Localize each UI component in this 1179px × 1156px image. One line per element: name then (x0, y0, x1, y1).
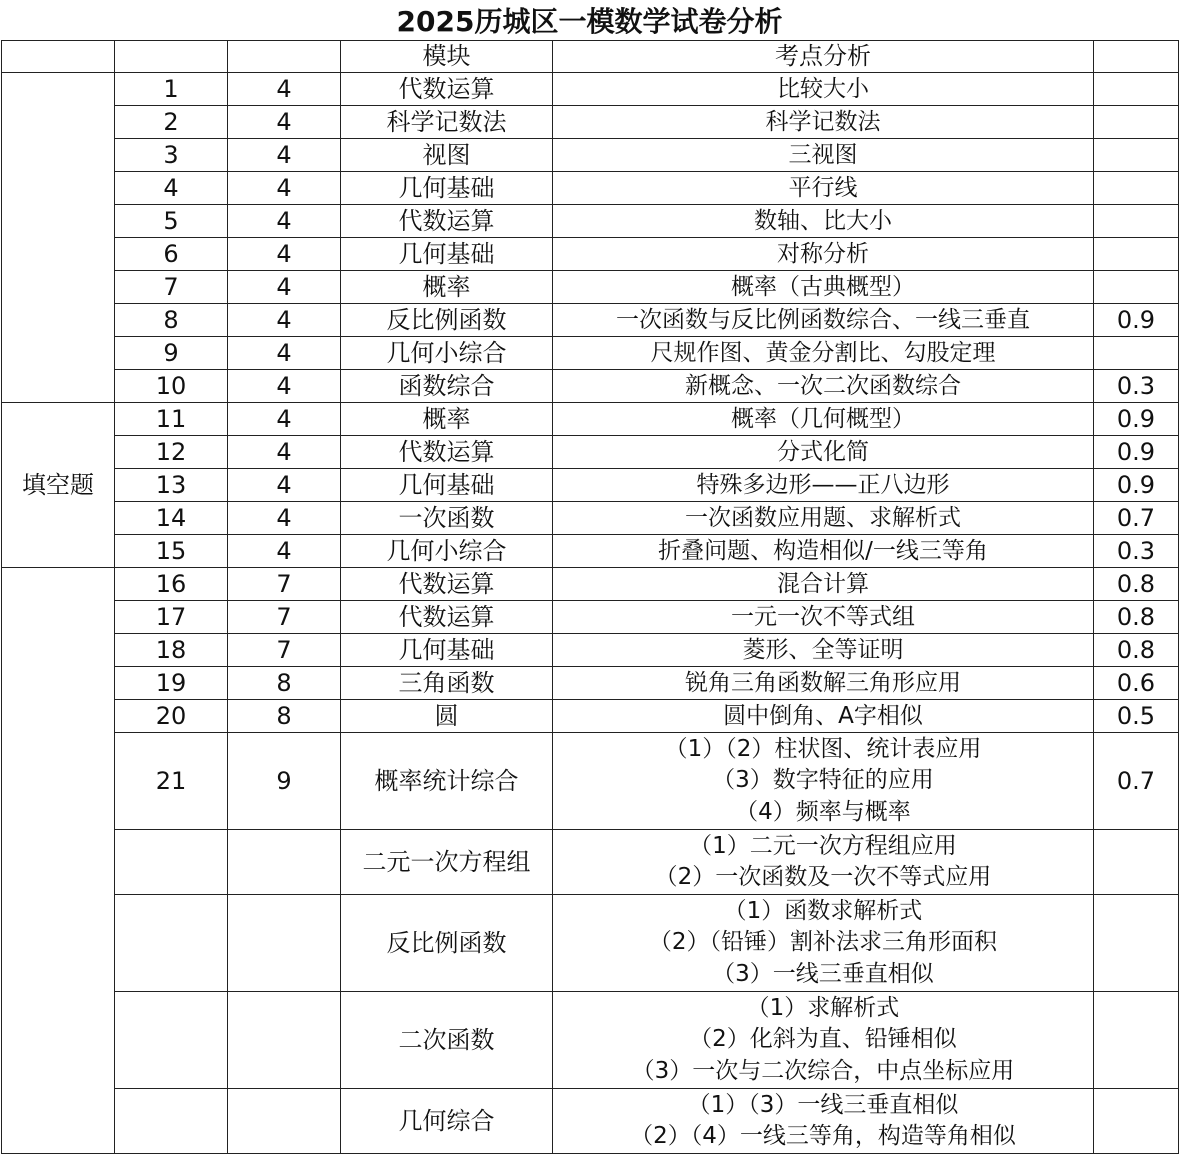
topic-line: 科学记数法 (765, 108, 881, 135)
topic-line: （2）化斜为直、铅锤相似 (689, 1026, 957, 1053)
table-row (2, 271, 1179, 304)
topic-cell (553, 370, 1094, 403)
module-cell: 代数运算 (341, 601, 553, 634)
module-cell: 二次函数 (341, 992, 553, 1089)
module-cell: 视图 (341, 139, 553, 172)
difficulty-cell (1094, 992, 1179, 1089)
header-row (2, 41, 1179, 73)
difficulty-cell: 0.9 (1094, 304, 1179, 337)
topic-line: （4）频率与概率 (735, 798, 911, 825)
topic-line: （2）（4）一线三等角，构造等角相似 (630, 1123, 1016, 1149)
question-score: 4 (228, 337, 341, 370)
topic-line: 分式化简 (777, 438, 869, 465)
question-number: 16 (115, 568, 228, 601)
module-cell: 概率 (341, 403, 553, 436)
question-number: 12 (115, 436, 228, 469)
topic-cell (553, 205, 1094, 238)
topic-line: 菱形、全等证明 (742, 636, 904, 663)
question-score: 9 (228, 733, 341, 830)
topic-cell (553, 634, 1094, 667)
module-cell: 函数综合 (341, 370, 553, 403)
header-question-number (115, 41, 228, 73)
difficulty-cell (1094, 106, 1179, 139)
module-cell: 概率统计综合 (341, 733, 553, 830)
module-cell: 几何综合 (341, 1089, 553, 1154)
question-number: 13 (115, 469, 228, 502)
difficulty-cell: 0.7 (1094, 502, 1179, 535)
topic-line: 数轴、比大小 (754, 207, 892, 234)
difficulty-cell: 0.3 (1094, 535, 1179, 568)
topic-cell (553, 172, 1094, 205)
topic-cell (553, 139, 1094, 172)
topic-cell (553, 700, 1094, 733)
module-cell: 三角函数 (341, 667, 553, 700)
table-row (2, 733, 1179, 830)
difficulty-cell: 0.9 (1094, 436, 1179, 469)
page-title: 2025历城区一模数学试卷分析 (396, 5, 783, 38)
question-number: 2 (115, 106, 228, 139)
table-row (2, 304, 1179, 337)
analysis-table (1, 40, 1179, 1154)
topic-cell (553, 436, 1094, 469)
topic-cell (553, 106, 1094, 139)
topic-line: （3）一次与二次综合，中点坐标应用 (631, 1057, 1015, 1084)
question-score: 4 (228, 370, 341, 403)
topic-cell (553, 304, 1094, 337)
topic-line: 特殊多边形——正八边形 (696, 471, 950, 498)
question-number: 18 (115, 634, 228, 667)
difficulty-cell (1094, 895, 1179, 992)
topic-cell (553, 733, 1094, 830)
topic-line: （1）函数求解析式 (723, 897, 923, 924)
table-row (2, 172, 1179, 205)
question-number: 7 (115, 271, 228, 304)
header-section (2, 41, 115, 73)
table-row (2, 535, 1179, 568)
module-cell: 圆 (341, 700, 553, 733)
topic-line: 折叠问题、构造相似/一线三等角 (658, 537, 988, 564)
question-number: 15 (115, 535, 228, 568)
table-row (2, 139, 1179, 172)
difficulty-cell (1094, 238, 1179, 271)
table-row (2, 403, 1179, 436)
header-score (228, 41, 341, 73)
topic-line: 圆中倒角、A字相似 (723, 702, 923, 729)
topic-line: 概率（古典概型） (731, 273, 915, 300)
question-score: 7 (228, 634, 341, 667)
section-label (2, 568, 115, 1154)
question-score: 7 (228, 568, 341, 601)
question-score: 4 (228, 139, 341, 172)
module-cell: 反比例函数 (341, 895, 553, 992)
table-row (2, 436, 1179, 469)
topic-line: 对称分析 (777, 240, 869, 267)
difficulty-cell: 0.8 (1094, 568, 1179, 601)
difficulty-cell (1094, 205, 1179, 238)
module-cell: 反比例函数 (341, 304, 553, 337)
topic-line: （2）一次函数及一次不等式应用 (654, 864, 992, 890)
question-number: 17 (115, 601, 228, 634)
header-topic: 考点分析 (553, 41, 1094, 73)
topic-cell (553, 337, 1094, 370)
question-score: 4 (228, 271, 341, 304)
header-module: 模块 (341, 41, 553, 73)
question-score: 4 (228, 304, 341, 337)
topic-cell (553, 469, 1094, 502)
topic-cell (553, 403, 1094, 436)
question-number (115, 895, 228, 992)
table-row (2, 337, 1179, 370)
question-score: 8 (228, 667, 341, 700)
difficulty-cell (1094, 337, 1179, 370)
question-score: 4 (228, 106, 341, 139)
question-score (228, 830, 341, 895)
module-cell: 几何基础 (341, 172, 553, 205)
question-number: 19 (115, 667, 228, 700)
module-cell: 几何基础 (341, 634, 553, 667)
table-row (2, 700, 1179, 733)
topic-line: （2）（铅锤）割补法求三角形面积 (648, 929, 998, 956)
table-row (2, 205, 1179, 238)
table-row (2, 106, 1179, 139)
topic-line: 锐角三角函数解三角形应用 (685, 669, 961, 696)
question-score (228, 895, 341, 992)
difficulty-cell: 0.5 (1094, 700, 1179, 733)
module-cell: 二元一次方程组 (341, 830, 553, 895)
table-row (2, 830, 1179, 895)
difficulty-cell: 0.8 (1094, 634, 1179, 667)
module-cell: 几何小综合 (341, 337, 553, 370)
table-row (2, 469, 1179, 502)
table-row (2, 895, 1179, 992)
question-number: 11 (115, 403, 228, 436)
table-body (2, 41, 1179, 1154)
module-cell: 代数运算 (341, 436, 553, 469)
question-number: 6 (115, 238, 228, 271)
question-number: 4 (115, 172, 228, 205)
question-score: 4 (228, 172, 341, 205)
table-row (2, 1089, 1179, 1154)
header-difficulty (1094, 41, 1179, 73)
topic-cell (553, 568, 1094, 601)
question-number (115, 830, 228, 895)
difficulty-cell: 0.8 (1094, 601, 1179, 634)
topic-line: 混合计算 (777, 570, 869, 597)
topic-line: （3）数字特征的应用 (712, 767, 934, 794)
module-cell: 代数运算 (341, 73, 553, 106)
question-score (228, 992, 341, 1089)
question-score (228, 1089, 341, 1154)
topic-cell (553, 271, 1094, 304)
module-cell: 概率 (341, 271, 553, 304)
table-row (2, 502, 1179, 535)
question-number (115, 992, 228, 1089)
difficulty-cell: 0.6 (1094, 667, 1179, 700)
difficulty-cell (1094, 172, 1179, 205)
topic-line: 平行线 (788, 174, 858, 201)
table-row (2, 634, 1179, 667)
topic-line: 比较大小 (777, 75, 869, 102)
question-number: 20 (115, 700, 228, 733)
table-row (2, 238, 1179, 271)
topic-line: （1）求解析式 (746, 994, 900, 1021)
question-number: 1 (115, 73, 228, 106)
topic-line: 一次函数应用题、求解析式 (685, 504, 961, 531)
question-score: 4 (228, 436, 341, 469)
topic-cell (553, 992, 1094, 1089)
topic-cell (553, 830, 1094, 895)
question-number: 14 (115, 502, 228, 535)
module-cell: 几何小综合 (341, 535, 553, 568)
topic-cell (553, 502, 1094, 535)
section-label: 填空题 (2, 403, 115, 568)
topic-line: 尺规作图、黄金分割比、勾股定理 (650, 339, 996, 366)
question-score: 4 (228, 535, 341, 568)
question-number: 8 (115, 304, 228, 337)
question-score: 4 (228, 73, 341, 106)
topic-cell (553, 895, 1094, 992)
table-row (2, 568, 1179, 601)
difficulty-cell: 0.3 (1094, 370, 1179, 403)
table-row (2, 992, 1179, 1089)
module-cell: 代数运算 (341, 205, 553, 238)
module-cell: 几何基础 (341, 238, 553, 271)
difficulty-cell (1094, 73, 1179, 106)
question-number: 10 (115, 370, 228, 403)
module-cell: 科学记数法 (341, 106, 553, 139)
question-number: 21 (115, 733, 228, 830)
question-number: 9 (115, 337, 228, 370)
question-score: 4 (228, 502, 341, 535)
topic-line: （1）（2）柱状图、统计表应用 (664, 735, 982, 762)
difficulty-cell: 0.9 (1094, 469, 1179, 502)
topic-line: （1）（3）一线三垂直相似 (687, 1091, 959, 1118)
topic-line: 一元一次不等式组 (731, 603, 915, 630)
question-score: 7 (228, 601, 341, 634)
question-score: 4 (228, 238, 341, 271)
topic-line: 概率（几何概型） (731, 405, 915, 432)
topic-cell (553, 667, 1094, 700)
module-cell: 代数运算 (341, 568, 553, 601)
question-score: 4 (228, 205, 341, 238)
question-score: 8 (228, 700, 341, 733)
topic-line: （1）二元一次方程组应用 (689, 832, 957, 859)
topic-line: （3）一线三垂直相似 (712, 960, 934, 987)
topic-line: 新概念、一次二次函数综合 (685, 372, 961, 399)
topic-line: 三视图 (788, 141, 858, 168)
section-label (2, 73, 115, 403)
topic-line: 一次函数与反比例函数综合、一线三垂直 (616, 306, 1030, 333)
table-row (2, 370, 1179, 403)
question-number: 3 (115, 139, 228, 172)
topic-cell (553, 1089, 1094, 1154)
topic-cell (553, 238, 1094, 271)
topic-cell (553, 535, 1094, 568)
table-row (2, 73, 1179, 106)
module-cell: 一次函数 (341, 502, 553, 535)
table-row (2, 601, 1179, 634)
difficulty-cell (1094, 1089, 1179, 1154)
difficulty-cell (1094, 271, 1179, 304)
table-row (2, 667, 1179, 700)
topic-cell (553, 73, 1094, 106)
question-score: 4 (228, 403, 341, 436)
topic-cell (553, 601, 1094, 634)
question-score: 4 (228, 469, 341, 502)
question-number: 5 (115, 205, 228, 238)
difficulty-cell: 0.9 (1094, 403, 1179, 436)
difficulty-cell (1094, 139, 1179, 172)
difficulty-cell (1094, 830, 1179, 895)
question-number (115, 1089, 228, 1154)
module-cell: 几何基础 (341, 469, 553, 502)
difficulty-cell: 0.7 (1094, 733, 1179, 830)
